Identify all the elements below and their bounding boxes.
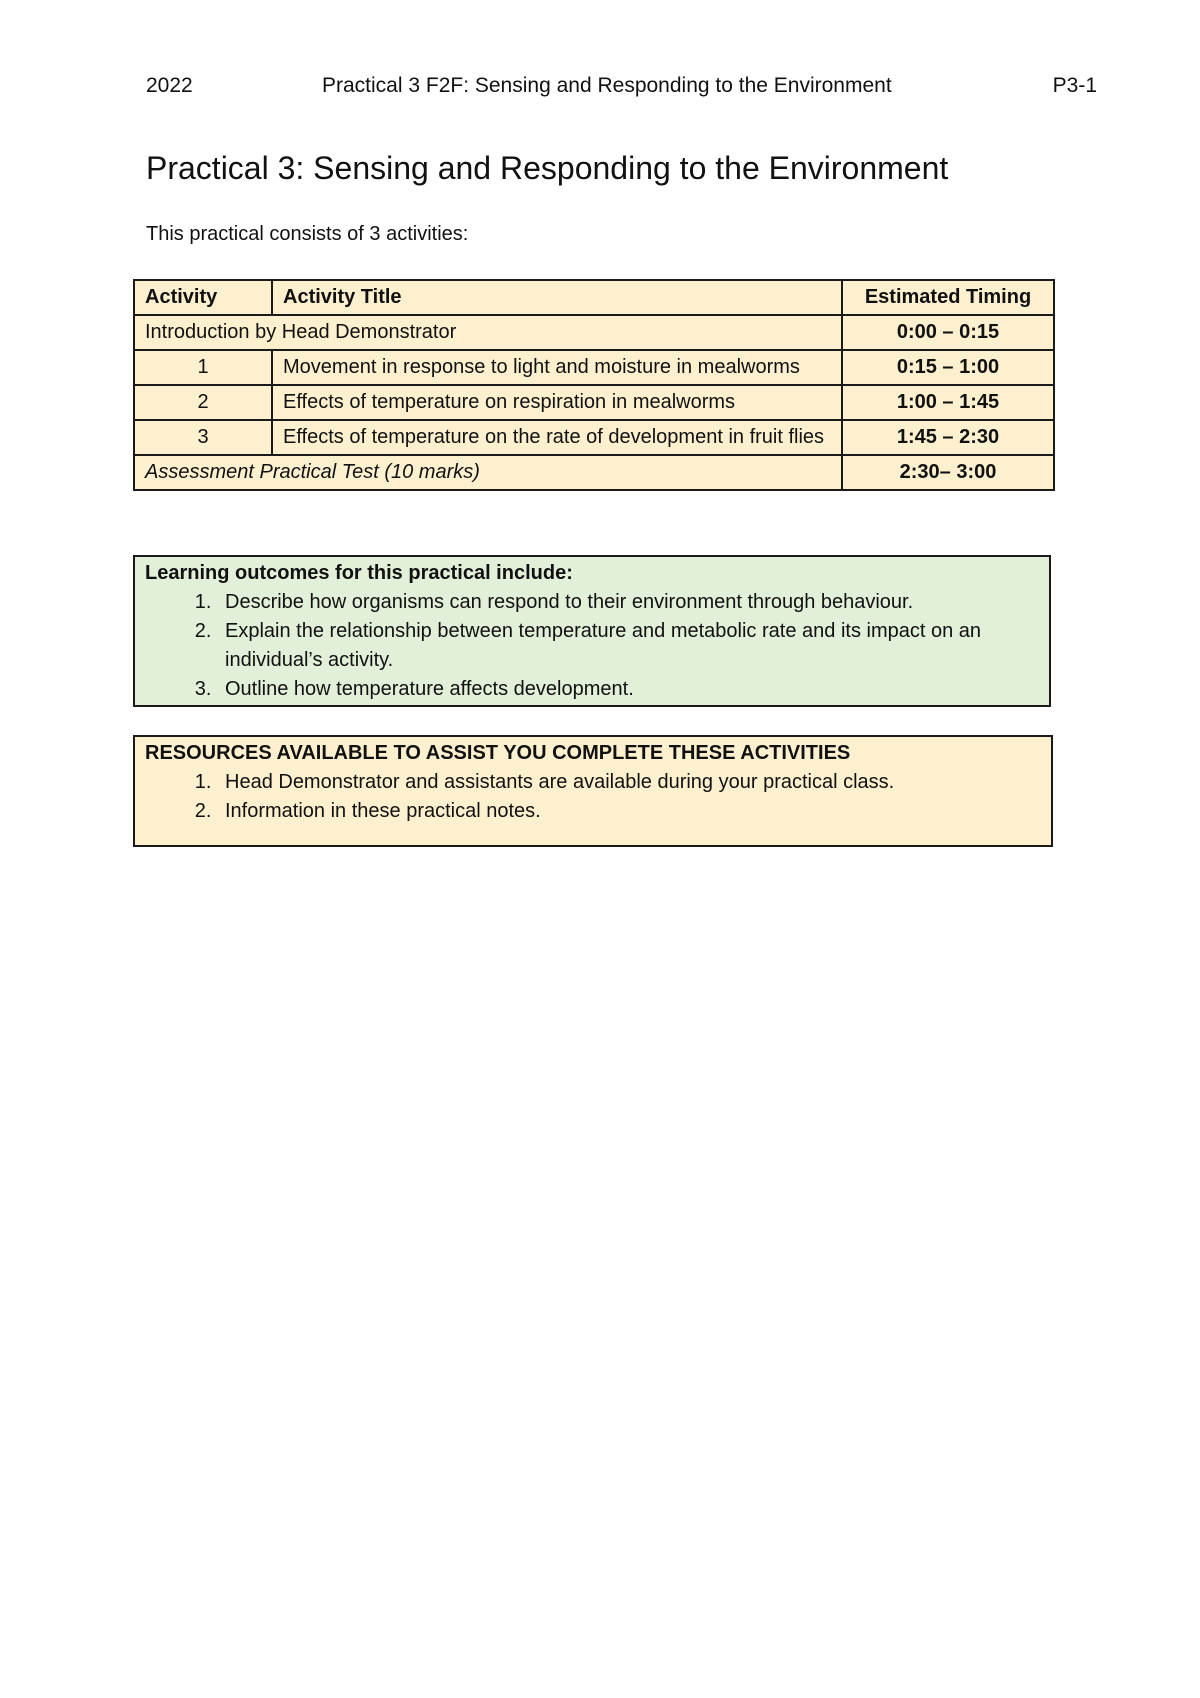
learning-outcomes-list [145,588,1039,704]
column-header-timing: Estimated Timing [842,280,1054,315]
header-page-number: P3-1 [1052,74,1097,97]
activity-number: 1 [134,350,272,385]
intro-row-label: Introduction by Head Demonstrator [134,315,842,350]
list-item: 3. Outline how temperature affects development. [217,675,1039,704]
column-header-activity: Activity [134,280,272,315]
list-item: 2. Information in these practical notes. [217,797,1041,826]
table-row [134,385,1054,420]
assessment-row-label: Assessment Practical Test (10 marks) [134,455,842,490]
header-year: 2022 [146,74,193,97]
activity-title: Effects of temperature on the rate of development in fruit flies [272,420,842,455]
resources-box [133,735,1053,847]
table-header-row [134,280,1054,315]
table-row [134,455,1054,490]
intro-row-timing: 0:00 – 0:15 [842,315,1054,350]
activity-timing: 1:45 – 2:30 [842,420,1054,455]
activity-timing: 0:15 – 1:00 [842,350,1054,385]
activity-timing: 1:00 – 1:45 [842,385,1054,420]
page-header [146,74,1097,102]
resources-list [145,768,1041,826]
learning-outcomes-box [133,555,1051,707]
activities-table [133,279,1055,491]
page-title: Practical 3: Sensing and Responding to the Environment [146,150,949,186]
activity-number: 2 [134,385,272,420]
table-row [134,315,1054,350]
resources-title: RESOURCES AVAILABLE TO ASSIST YOU COMPLETE THESE ACTIVITIES [145,742,851,764]
table-row [134,350,1054,385]
activity-title: Movement in response to light and moisture in mealworms [272,350,842,385]
column-header-title: Activity Title [272,280,842,315]
learning-outcomes-title: Learning outcomes for this practical include: [145,562,573,584]
activity-number: 3 [134,420,272,455]
list-item: 2. Explain the relationship between temperature and metabolic rate and its impact on an individual’s activity. [217,617,1039,675]
list-item: 1. Head Demonstrator and assistants are available during your practical class. [217,768,1041,797]
activity-title: Effects of temperature on respiration in mealworms [272,385,842,420]
intro-text: This practical consists of 3 activities: [146,223,469,245]
header-doc-title: Practical 3 F2F: Sensing and Responding to the Environment [322,74,892,97]
assessment-row-timing: 2:30– 3:00 [842,455,1054,490]
list-item: 1. Describe how organisms can respond to their environment through behaviour. [217,588,1039,617]
table-row [134,420,1054,455]
